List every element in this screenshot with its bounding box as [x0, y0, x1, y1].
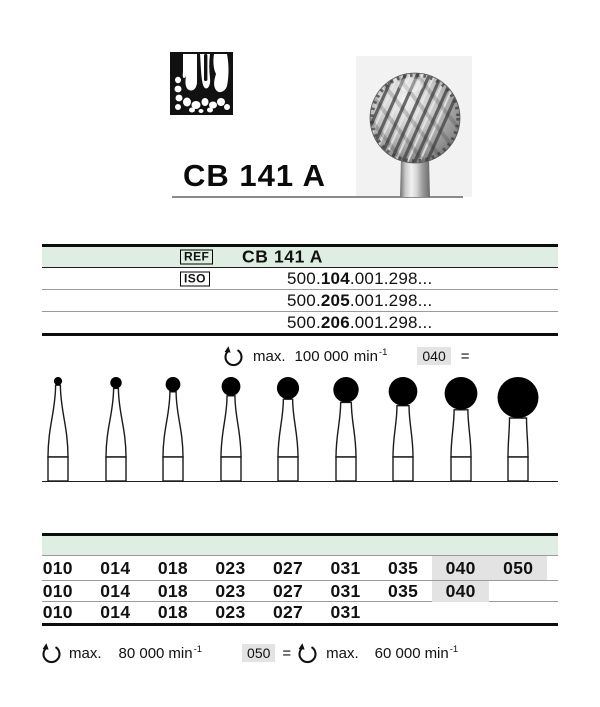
size-cell: 010: [42, 602, 73, 622]
bur-illustration-040: [438, 373, 484, 485]
speed-unit: $\min^{-1}$: [353, 347, 388, 365]
equals-sign: =: [460, 347, 470, 365]
iso-number-part: 500.: [287, 290, 321, 310]
bur-illustration-027: [265, 373, 311, 485]
size-code-badge: 040: [417, 347, 450, 365]
bur-illustration-023: [208, 373, 254, 485]
equals-sign: =: [282, 644, 292, 662]
tooth-bone-pictogram-icon: [170, 52, 233, 120]
size-cell: 040: [432, 581, 490, 602]
iso-number: [287, 269, 432, 289]
speed-value: 60 000: [374, 644, 421, 662]
rotation-speed-icon: [296, 642, 319, 665]
size-row: [42, 602, 558, 623]
speed-value: 100 000: [294, 347, 349, 365]
size-cell-empty: [432, 602, 490, 623]
size-cell: 018: [157, 602, 188, 622]
size-cell: 027: [272, 602, 304, 622]
size-cell: 035: [388, 581, 419, 601]
size-cell: 014: [100, 602, 131, 622]
ref-tag: REF: [180, 250, 213, 265]
size-cell: 050: [489, 556, 547, 580]
size-cell: 027: [272, 557, 304, 578]
bur-illustration-010: [35, 373, 81, 485]
bur-illustration-014: [93, 373, 139, 485]
size-cell: 018: [157, 581, 188, 601]
size-code-badge: 050: [242, 644, 275, 662]
rotation-speed-icon: [222, 345, 245, 368]
max-label: max.: [253, 347, 286, 365]
size-cell: 014: [100, 581, 131, 601]
iso-number-part: 205: [320, 290, 350, 310]
iso-number: [287, 313, 432, 333]
iso-number-part: .001.298...: [349, 268, 433, 288]
bur-illustration-035: [380, 373, 426, 485]
size-cell-empty: [489, 581, 547, 602]
speed-unit: $\min^{-1}$: [168, 644, 203, 662]
speed-value: 80 000: [118, 644, 165, 662]
ref-row: [42, 247, 558, 268]
size-table: [42, 533, 558, 626]
speed-note-bottom: [40, 641, 458, 665]
bur-product-photo: [363, 58, 467, 203]
size-table-header-band: [42, 536, 558, 556]
iso-row: [42, 268, 558, 290]
rotation-speed-icon: [40, 642, 63, 665]
iso-number-part: 500.: [287, 268, 321, 288]
iso-number: [287, 291, 432, 311]
size-cell: 014: [100, 557, 131, 578]
size-cell: 031: [330, 557, 361, 578]
ref-value: CB 141 A: [242, 246, 323, 267]
max-label: max.: [69, 644, 102, 662]
size-cell: 023: [215, 602, 246, 622]
iso-row: [42, 290, 558, 312]
size-cell: 031: [330, 602, 361, 622]
size-row: [42, 581, 558, 602]
size-cell: 023: [215, 557, 246, 578]
size-cell: 010: [42, 581, 73, 601]
iso-number-part: 104: [320, 268, 350, 288]
page-title: CB 141 A: [183, 158, 326, 193]
size-cell: 018: [157, 557, 188, 578]
size-cell: 023: [215, 581, 246, 601]
size-row: [42, 556, 558, 581]
iso-number-part: .001.298...: [349, 290, 433, 310]
size-cell: 040: [432, 556, 490, 580]
max-label: max.: [326, 644, 359, 662]
iso-tag: ISO: [180, 271, 210, 286]
iso-number-part: .001.298...: [349, 312, 433, 332]
bur-illustration-050: [495, 373, 541, 485]
iso-number-part: 500.: [287, 312, 321, 332]
spec-table: [42, 244, 558, 336]
bur-illustration-031: [323, 373, 369, 485]
iso-number-part: 206: [320, 312, 350, 332]
size-cell: 010: [42, 557, 73, 578]
size-cell-empty: [489, 602, 547, 623]
speed-note-top: [222, 344, 470, 368]
iso-row: [42, 312, 558, 333]
bur-illustration-018: [150, 373, 196, 485]
bur-baseline: [42, 481, 558, 483]
size-cell-empty: [374, 602, 432, 623]
speed-unit: $\min^{-1}$: [424, 644, 459, 662]
size-cell: 031: [330, 581, 361, 601]
size-cell: 035: [388, 557, 419, 578]
size-cell: 027: [272, 581, 304, 601]
